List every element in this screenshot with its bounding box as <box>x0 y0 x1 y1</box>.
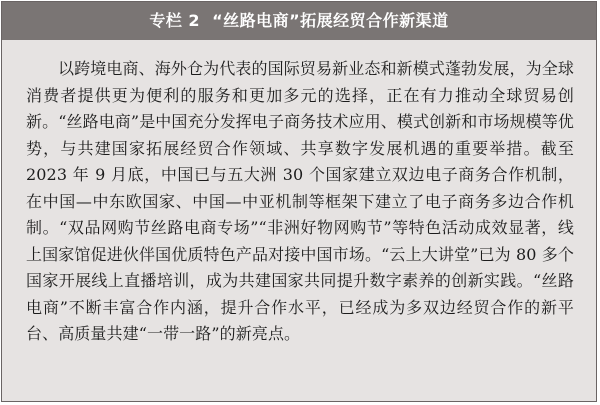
feature-box <box>1 1 597 402</box>
body-paragraph: 以跨境电商、海外仓为代表的国际贸易新业态和新模式蓬勃发展，为全球消费者提供更为便利的服务和更加多元的选择，正在有力推动全球贸易创新。“丝路电商”是中国充分发挥电子商务技术应用、模式创新和市场规模等优势，与共建国家拓展经贸合作领域、共享数字发展机遇的重要举措。截至 2023 年 9 月底，中国已与五大洲 30 个国家建立双边电子商务合作机制，在中国—中东欧国家、中国—中亚机制等框架下建立了电子商务多边合作机制。“双品网购节丝路电商专场”“非洲好物网购节”等特色活动成效显著，线上国家馆促进伙伴国优质特色产品对接中国市场。“云上大讲堂”已为 80 多个国家开展线上直播培训，成为共建国家共同提升数字素养的创新实践。“丝路电商”不断丰富合作内涵，提升合作水平，已经成为多双边经贸合作的新平台、高质量共建“一带一路”的新亮点。 <box>26 59 574 343</box>
box-header <box>2 2 596 40</box>
box-title: “丝路电商”拓展经贸合作新渠道 <box>212 11 449 30</box>
box-label: 专栏 2 <box>149 11 201 30</box>
